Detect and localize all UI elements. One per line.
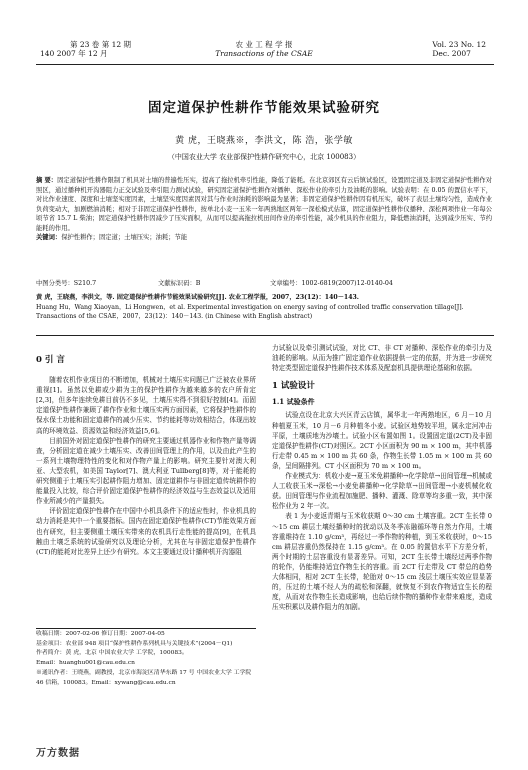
abstract-text: 固定道保护性耕作限制了机具对土壤的普遍性压实，提高了拖拉机牵引性能，降低了能耗。在北京郊区有云后镇试验区，设置固定道及非固定道保护性耕作对照区，通过播种机开沟器阻力正交试验及牵引阻力测试试验，研究固定道保护性耕作对播种、深松作业的牵引力及油耗的影响。试验表明：在 0.05 的置信水平下，对比作业速度、深度和土壤坚实度因素，土壤坚实度因素因对其与作业时油耗的影响最为显著；非固定道保护性耕作因有机压实，破坏了表层土壤均匀性，造成作业负荷变动大，加剧燃油消耗；相对于非固定道保护性耕作，按单北小麦一玉米一年两熟地区两年一深松模式估算，固定道保护性耕作仪播种、深松两项作业一年每公顷节省 15.7 L 柴油；固定道保护性耕作因减少了压实面积，从而可以提高拖拉机田间作业的牵引性能，减少机具的作业阻力，降低燃油消耗，达到减少压实、节约能耗的作用。 — [36, 177, 492, 232]
header-date-en: Dec. 2007 — [432, 49, 471, 58]
affiliation: （中国农业大学 农业部保护性耕作研究中心，北京 100083） — [167, 153, 361, 161]
body-paragraph: 表 1 为小麦返青期与玉米收获期 0～30 cm 土壤容重。2CT 生长带 0～15 cm 耕层土壤经播种时的扰动以及冬季冻融循环等自然力作用，土壤容重维持在 1.10 g/cm³，再经过一季作物的种植，到玉米收获时，0～15 cm 耕层容重仍然保持在 1.15 g/cm³。在 0.05 的置信水平下方差分析，两个时期的土层容重没有显著差异。可知，2CT 生长带土壤经过两季作物的轮作，仍能维持适宜作物生长的容重。而 2CT 行走带及 CT 带总的趋势大体相同，相对 2CT 生长带，轮胎对 0～15 cm 浅层土壤压实效应显显著的，压过的土壤不经人为的疏松和深翻，就恢复不到农作物适宜生长的程度，从而对农作物生长造成影响，也给后续作物的播种作业带来难度，造成压实积累以及耕作阻力的加剧。 — [272, 512, 492, 612]
header-rule — [36, 64, 494, 65]
article-id: 文章编号：1002-6819(2007)12-0140-04 — [270, 280, 393, 287]
footnote-fund: 基金项目：农业部 948 项目“保护性耕作系列机具与关键技术”(2004－Q1) — [36, 640, 233, 647]
subsection-heading-conditions: 1.1 试验条件 — [272, 397, 315, 407]
footnote-author-bio: 作者简介：黄 虎，北京 中国农业大学 工学院，100083。 — [36, 650, 188, 657]
citation-rule — [36, 335, 494, 336]
header-volume-en: Vol. 23 No. 12 — [432, 40, 486, 49]
header-page-year: 140 2007 年 12 月 — [40, 49, 108, 58]
wanfang-logo: 万方数据 — [36, 748, 80, 759]
intro-continuation: 力试验以及牵引测试试验，对比 CT、非 CT 对播种、深松作业的牵引力及油耗的影响。从而为推广固定道作业依据提供一定的依据，并为进一步研究特定类型固定道保护性耕作技术体系及配套机具提供理论基础和依据。 — [272, 344, 492, 373]
left-column — [36, 347, 256, 557]
abstract-label: 摘 要： — [36, 177, 58, 184]
clc-number: 中图分类号：S210.7 — [36, 280, 97, 287]
abstract — [36, 176, 492, 243]
footnote-email: Email：huanghu001@cau.edu.cn — [36, 660, 135, 667]
citation-cn: 黄 虎，王晓燕，李洪文，等. 固定道保护性耕作节能效果试验研究[J]. 农业工程学报，2007，23(12)：140－143. — [36, 294, 359, 301]
keywords-label: 关键词： — [36, 234, 62, 241]
footnote — [36, 630, 258, 688]
footnote-rule — [36, 628, 256, 629]
citation-en: Huang Hu，Wang Xiaoyan，Li Hongwen，et al. Experimental investigation on energy saving of controlled traffic conservation tillage[J]. Transactions of the CSAE，2007，23(12)：140－143. (in Chinese with English abstract) — [36, 303, 464, 321]
keywords-text: 保护性耕作；固定道；土壤压实；油耗；节能 — [61, 234, 188, 241]
intro-paragraph: 目前国外对固定道保护性耕作的研究主要通过机器作业和作物产量等调查，分析固定道在减少土壤压实、改善田间管理上的作用，以及由此产生的一系列土壤物理特性的变化和对作物产量上的影响。研究主要针对澳大利亚、大型农机，如美国 Taylor[7]、澳大利亚 Tullberg[8]等，对于能耗的研究侧重于土壤压实引起耕作阻力增加、固定道耕作与非固定道传统耕作的能量投入比较，综合评价固定道保护性耕作的经济效益与生态效益以及适用作业所减少的产量损失。 — [36, 436, 256, 506]
section-heading-design: 1 试验设计 — [272, 381, 315, 392]
header-right — [432, 40, 486, 58]
body-paragraph: 作业模式为：机收小麦→夏玉米免耕播种→化学除草→田间管理→机械或人工收获玉米→深松→小麦免耕播种→化学除草→田间管理→小麦机械化收获。田间管理与作业流程加施肥、播种、灌溉、除草等均多重一致，其中深松作业为 2 年一次。 — [272, 472, 492, 511]
intro-paragraph: 评价固定道保护性耕作在中国中小机具条件下的适应性时，作业机具的动力消耗是其中一个重要指标。国内在固定道保护性耕作(CT)节能效果方面也有研究，但主要侧重土壤压实带来的农机具行走性能的提高[9]，在机具触由土壤乏系统的试验研究以及理论分析，尤其在与非固定道保护性耕作(CT)的能耗对比差异上还少有研究。本文主要通过设计播种机开沟器阻 — [36, 507, 256, 556]
section-heading-intro: 0 引 言 — [36, 355, 65, 365]
intro-paragraph: 随着农机作业项目的不断增加，机械对土壤压实问题已广泛被农业界所重视[1]。虽然以免耕或少耕为主的保护性耕作为越来越多的农户所肯定[2,3]，但多年连续免耕目前仍不多见，土壤压实得不到很好控制[4]。而固定道保护性耕作兼顾了耕作作业和土壤压实两方面因素，它将保护性耕作的保水保土功能和固定道耕作的减少压实、节约能耗等功效相结合，体现出较高的环境效益、资源效益和经济效益[5,6]。 — [36, 376, 256, 435]
header-journal-cn: 农 业 工 程 学 报 — [235, 40, 293, 49]
running-header — [0, 40, 528, 70]
footnote-received: 收稿日期：2007-02-06 修订日期：2007-04-05 — [36, 631, 165, 637]
classification-line — [36, 278, 492, 287]
right-column — [272, 343, 492, 612]
document-code: 文献标识码：B — [158, 280, 201, 287]
citation-block — [36, 293, 494, 322]
paper-title: 固定道保护性耕作节能效果试验研究 — [148, 100, 380, 116]
author-list: 黄 虎，王晓燕※，李洪文，陈 浩，张学敏 — [175, 136, 353, 146]
body-paragraph: 试验点设在北京大兴区青云店镇，属华北一年两熟地区，6 月－10 月种植夏玉米，10 月－6 月种植冬小麦。试验区地势较平坦，属永定河冲击平原，土壤质地为沙壤土。试验小区布置如图 1。设置固定道(2CT)及非固定道保护性耕作(CT)对照区。2CT 小区面积为 90 m × 100 m，其中机器行走带 0.45 m × 100 m 共 60 条，作物生长带 1.05 m × 100 m 共 60 条，呈间隔排列。CT 小区面积为 70 m × 100 m。 — [272, 411, 492, 470]
footnote-corresponding-author: ※通讯作者：王晓燕，副教授，北京市海淀区清华东路 17 号 中国农业大学 工学院 46 信箱，100083。Email：xywang@cau.edu.cn — [36, 669, 252, 686]
header-volume-cn: 第 23 卷 第 12 期 — [70, 40, 132, 49]
header-journal-en: Transactions of the CSAE — [215, 49, 313, 58]
